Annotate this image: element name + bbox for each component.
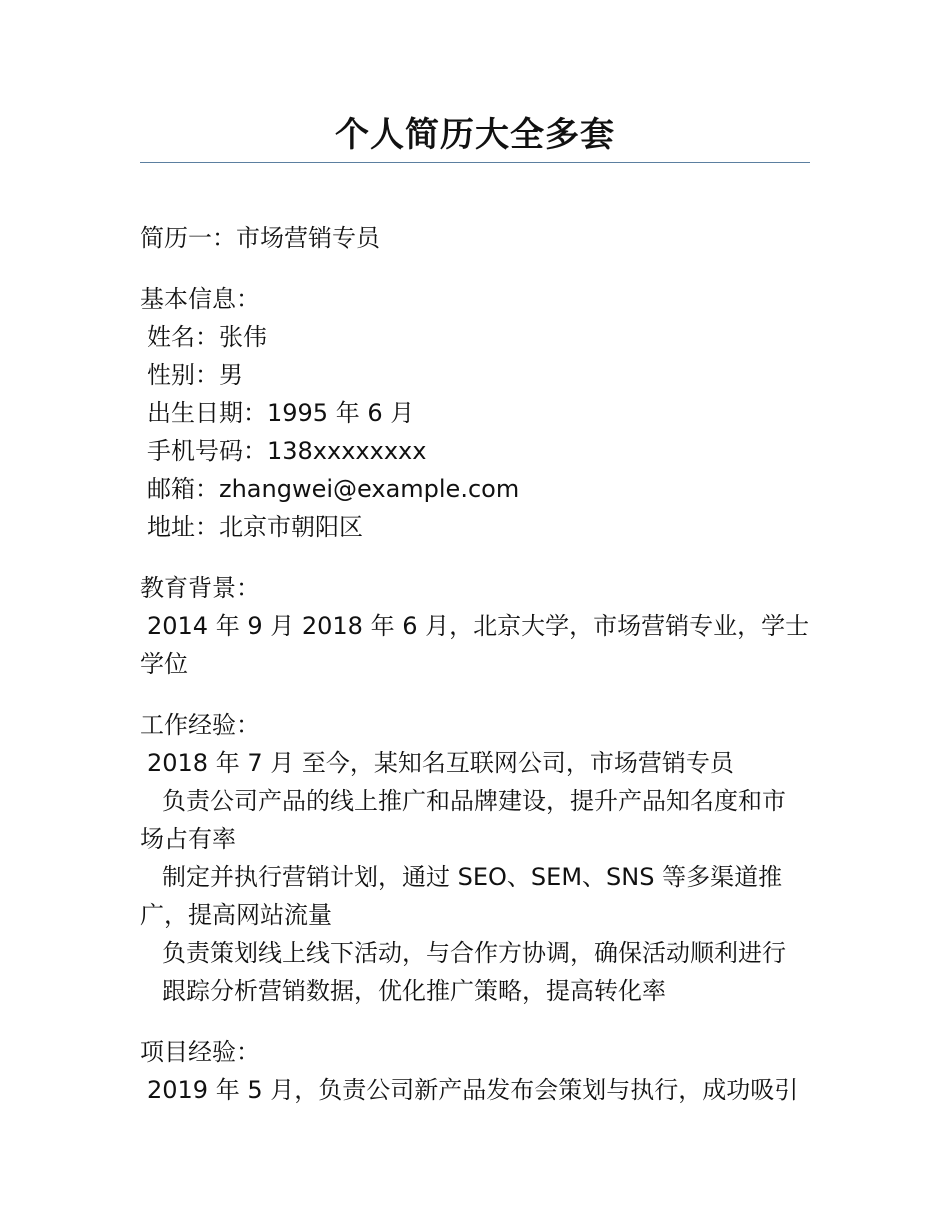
education-heading: 教育背景： [140, 574, 260, 602]
phone-line: 手机号码：138xxxxxxxx [147, 437, 427, 465]
work-duty-line: 负责公司产品的线上推广和品牌建设，提升产品知名度和市 [162, 787, 786, 815]
education-line-continued: 学位 [140, 650, 188, 678]
work-duty-line-continued: 广，提高网站流量 [140, 901, 332, 929]
document-body [140, 219, 810, 1109]
project-line: 2019 年 5 月，负责公司新产品发布会策划与执行，成功吸引 [147, 1076, 799, 1104]
projects-heading: 项目经验： [140, 1038, 260, 1066]
basic-info-section [140, 280, 810, 546]
email-line: 邮箱：zhangwei@example.com [147, 475, 520, 503]
basic-info-heading: 基本信息： [140, 285, 260, 313]
work-heading: 工作经验： [140, 711, 260, 739]
work-duty-line: 制定并执行营销计划，通过 SEO、SEM、SNS 等多渠道推 [162, 863, 783, 891]
work-duty-line: 负责策划线上线下活动，与合作方协调，确保活动顺利进行 [162, 939, 786, 967]
work-duty-line-continued: 场占有率 [140, 825, 236, 853]
work-position-line: 2018 年 7 月 至今，某知名互联网公司，市场营销专员 [147, 749, 734, 777]
projects-section [140, 1033, 810, 1109]
address-line: 地址：北京市朝阳区 [147, 513, 363, 541]
name-line: 姓名：张伟 [147, 323, 267, 351]
title-divider [140, 162, 810, 163]
education-line: 2014 年 9 月 2018 年 6 月，北京大学，市场营销专业，学士 [147, 612, 810, 640]
gender-line: 性别：男 [147, 361, 243, 389]
work-duty-line: 跟踪分析营销数据，优化推广策略，提高转化率 [162, 977, 666, 1005]
document-page [140, 0, 810, 1230]
resume-heading: 简历一：市场营销专员 [140, 224, 380, 252]
work-section [140, 706, 810, 1010]
birth-line: 出生日期：1995 年 6 月 [147, 399, 415, 427]
document-title: 个人简历大全多套 [335, 115, 615, 155]
education-section [140, 569, 810, 683]
